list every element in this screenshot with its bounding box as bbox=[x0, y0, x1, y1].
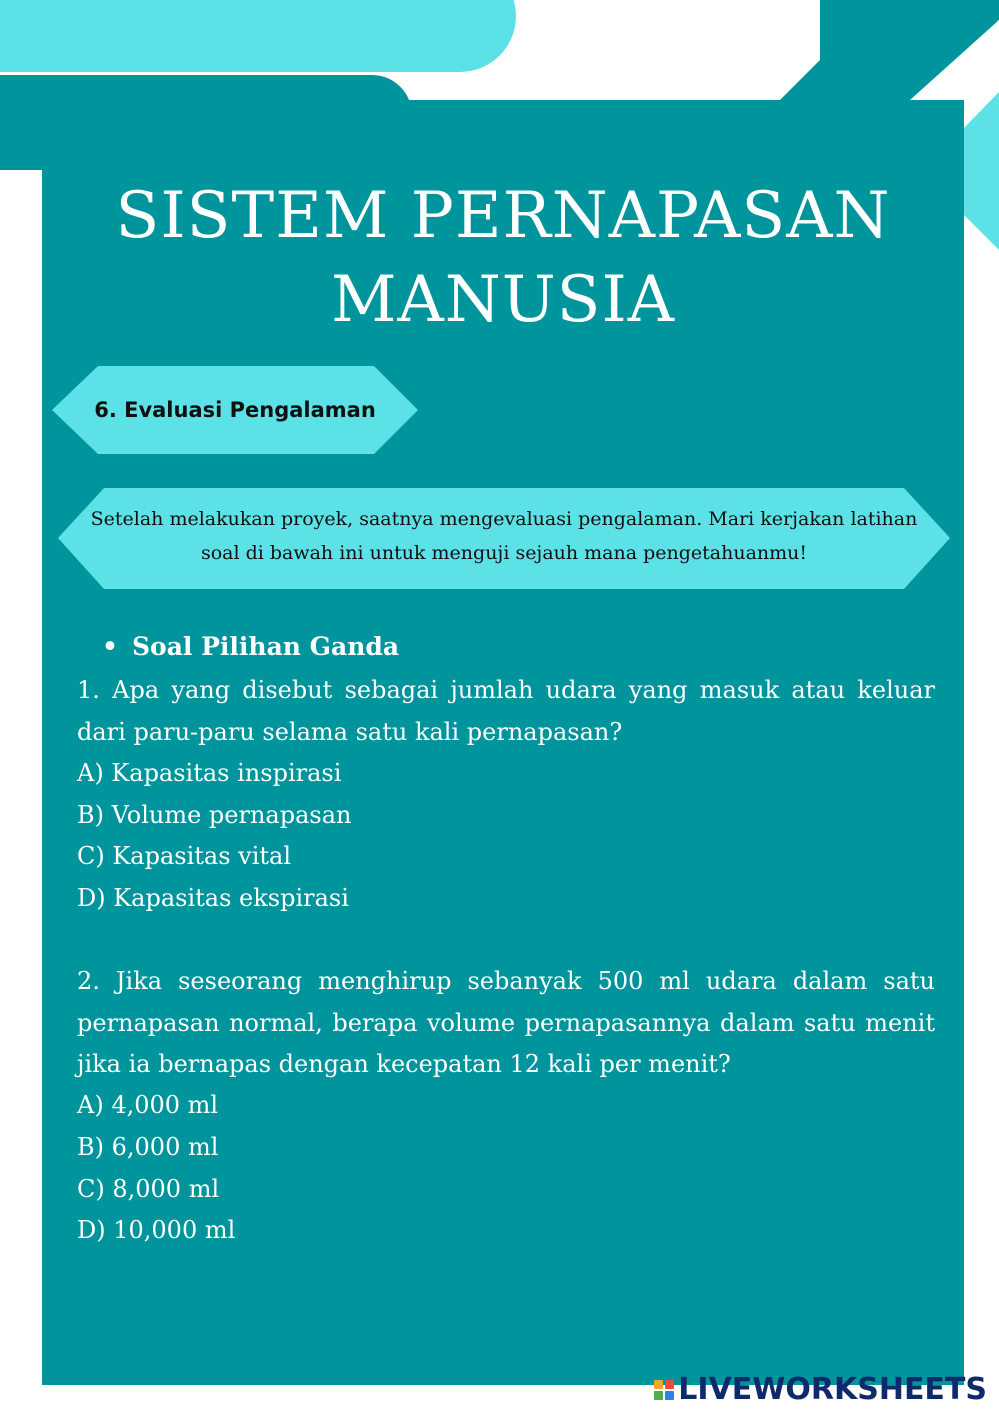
intro-text: Setelah melakukan proyek, saatnya mengevaluasi pengalaman. Mari kerjakan latihan soal di bawah ini untuk menguji sejauh mana pengetahuanmu! bbox=[90, 508, 918, 564]
liveworksheets-logo-icon bbox=[654, 1380, 674, 1400]
question-2-option-d[interactable]: D) 10,000 ml bbox=[77, 1216, 236, 1244]
page-title-line-2: MANUSIA bbox=[330, 263, 676, 337]
section-heading-banner bbox=[52, 366, 418, 454]
bullet-icon: • bbox=[102, 632, 118, 661]
question-1-option-b[interactable]: B) Volume pernapasan bbox=[77, 801, 352, 829]
watermark-text: LIVEWORKSHEETS bbox=[678, 1372, 987, 1407]
liveworksheets-watermark bbox=[654, 1372, 987, 1407]
question-1-option-c[interactable]: C) Kapasitas vital bbox=[77, 842, 292, 870]
question-1-option-a[interactable]: A) Kapasitas inspirasi bbox=[77, 759, 342, 787]
question-1-text: 1. Apa yang disebut sebagai jumlah udara yang masuk atau keluar dari paru-paru selama satu kali pernapasan? bbox=[77, 676, 935, 746]
subsection-label: Soal Pilihan Ganda bbox=[131, 632, 400, 661]
question-2-option-c[interactable]: C) 8,000 ml bbox=[77, 1175, 220, 1203]
subsection-heading bbox=[102, 632, 399, 661]
question-1-option-d[interactable]: D) Kapasitas ekspirasi bbox=[77, 884, 349, 912]
question-2-option-a[interactable]: A) 4,000 ml bbox=[77, 1091, 219, 1119]
question-2-option-b[interactable]: B) 6,000 ml bbox=[77, 1133, 219, 1161]
section-heading: 6. Evaluasi Pengalaman bbox=[94, 398, 376, 422]
page-title-line-1: SISTEM PERNAPASAN bbox=[115, 179, 891, 253]
intro-box bbox=[58, 488, 950, 589]
top-cyan-pill bbox=[0, 0, 516, 72]
question-2-text: 2. Jika seseorang menghirup sebanyak 500 ml udara dalam satu pernapasan normal, berapa volume pernapasannya dalam satu menit jika ia bernapas dengan kecepatan 12 kali per menit? bbox=[77, 967, 935, 1078]
